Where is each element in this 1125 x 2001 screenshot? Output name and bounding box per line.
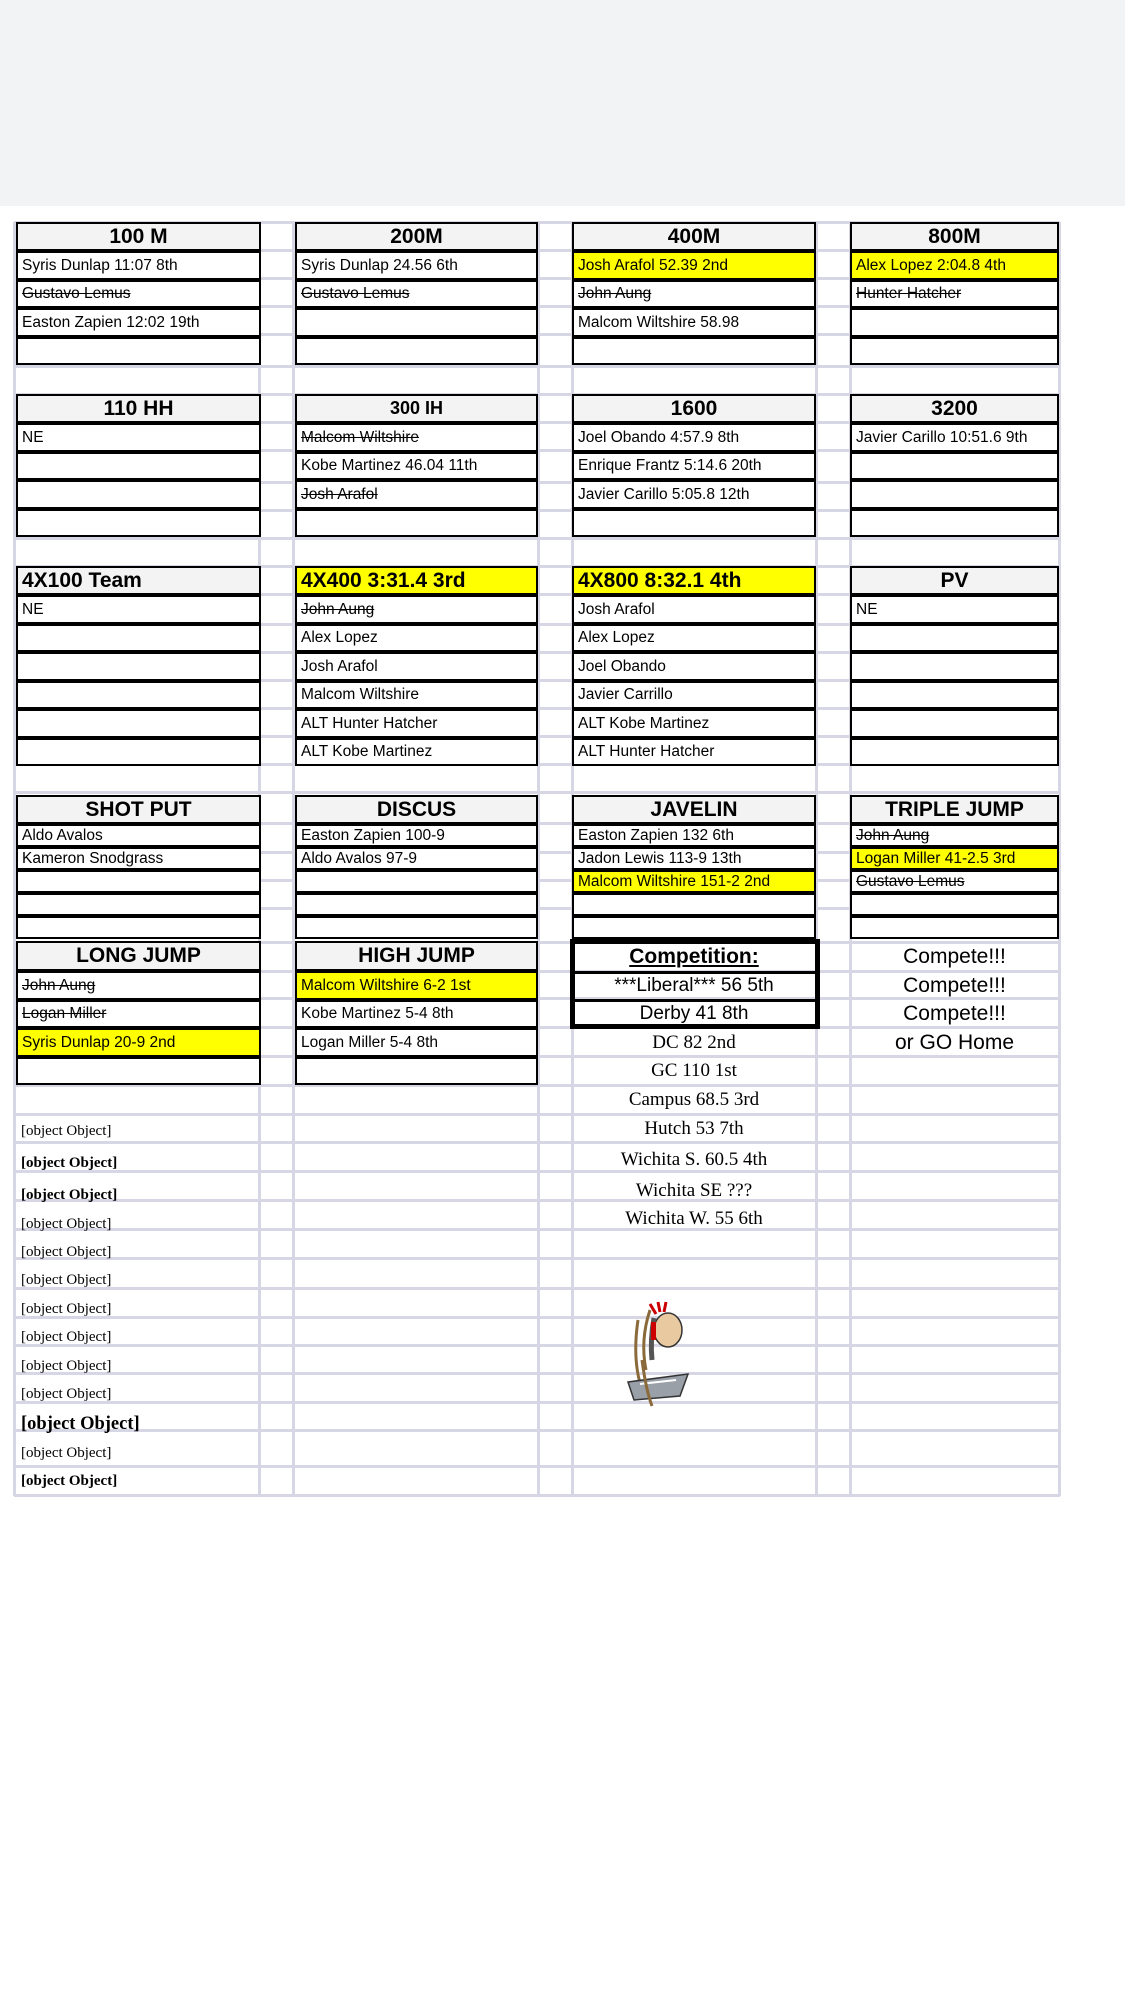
ejavelin-entry: Jadon Lewis 113-9 13th xyxy=(572,847,816,870)
e4x800-entry: Alex Lopez xyxy=(572,624,816,652)
competition-team: Wichita S. 60.5 4th xyxy=(620,1149,768,1170)
elong-entry: Syris Dunlap 20-9 2nd xyxy=(16,1028,261,1057)
compete-line: Compete!!! xyxy=(903,973,1006,997)
e4x100-entry xyxy=(16,681,261,709)
ehigh-header: HIGH JUMP xyxy=(295,941,538,971)
e4x800-entry: Javier Carrillo xyxy=(572,681,816,709)
instruction-note: [object Object] xyxy=(21,1300,112,1317)
e400-entry: Malcom Wiltshire 58.98 xyxy=(572,308,816,337)
e110hh-header: 110 HH xyxy=(16,394,261,423)
e4x400-header: 4X400 3:31.4 3rd xyxy=(295,566,538,595)
e300ih-entry: Kobe Martinez 46.04 11th xyxy=(295,452,538,480)
e1600-entry: Enrique Frantz 5:14.6 20th xyxy=(572,452,816,480)
epv-entry: NE xyxy=(850,595,1059,624)
instruction-note: [object Object] xyxy=(21,1329,112,1345)
competition-team: Wichita W. 55 6th xyxy=(625,1208,763,1229)
competition-team: Wichita SE ??? xyxy=(635,1180,753,1201)
epv-entry xyxy=(850,681,1059,709)
e100-header: 100 M xyxy=(16,222,261,251)
e3200-entry: Javier Carillo 10:51.6 9th xyxy=(850,423,1059,452)
competition-team: ***Liberal*** 56 5th xyxy=(614,975,774,996)
competition-divider xyxy=(570,999,820,1002)
e3200-header: 3200 xyxy=(850,394,1059,423)
e3200-entry xyxy=(850,480,1059,509)
e3200-entry xyxy=(850,509,1059,537)
ehigh-entry xyxy=(295,1057,538,1085)
e110hh-entry: NE xyxy=(16,423,261,452)
e400-entry: John Aung xyxy=(572,280,816,308)
e800-entry xyxy=(850,337,1059,365)
e4x400-entry: Malcom Wiltshire xyxy=(295,681,538,709)
e100-entry xyxy=(16,337,261,365)
e4x800-entry: Joel Obando xyxy=(572,652,816,681)
instruction-note: [object Object] xyxy=(21,1357,112,1374)
e4x800-entry: Josh Arafol xyxy=(572,595,816,624)
competition-divider xyxy=(570,971,820,974)
e300ih-entry: Malcom Wiltshire xyxy=(295,423,538,452)
ehigh-entry: Malcom Wiltshire 6-2 1st xyxy=(295,971,538,1000)
epv-entry xyxy=(850,738,1059,766)
competition-team: Hutch 53 7th xyxy=(644,1117,744,1139)
compete-line: Compete!!! xyxy=(903,944,1006,968)
eshot-entry: Kameron Snodgrass xyxy=(16,847,261,870)
e400-entry: Josh Arafol 52.39 2nd xyxy=(572,251,816,280)
eshot-entry xyxy=(16,916,261,939)
ediscus-entry xyxy=(295,870,538,893)
e110hh-entry xyxy=(16,480,261,509)
e800-entry: Hunter Hatcher xyxy=(850,280,1059,308)
e4x100-entry xyxy=(16,709,261,738)
e1600-entry xyxy=(572,509,816,537)
e4x800-entry: ALT Kobe Martinez xyxy=(572,709,816,738)
e300ih-entry xyxy=(295,509,538,537)
epv-entry xyxy=(850,624,1059,652)
e200-entry xyxy=(295,308,538,337)
competition-team: Derby 41 8th xyxy=(639,1003,749,1024)
e800-header: 800M xyxy=(850,222,1059,251)
e200-entry xyxy=(295,337,538,365)
e4x100-header: 4X100 Team xyxy=(16,566,261,595)
elong-header: LONG JUMP xyxy=(16,941,261,971)
e4x400-entry: Alex Lopez xyxy=(295,624,538,652)
elong-entry: Logan Miller xyxy=(16,1000,261,1028)
mascot-logo xyxy=(620,1300,696,1410)
e4x400-entry: ALT Kobe Martinez xyxy=(295,738,538,766)
instruction-note: [object Object] xyxy=(21,1243,112,1260)
e4x100-entry xyxy=(16,624,261,652)
e400-header: 400M xyxy=(572,222,816,251)
etriple-entry: John Aung xyxy=(850,824,1059,847)
epv-entry xyxy=(850,652,1059,681)
e110hh-entry xyxy=(16,452,261,480)
e4x400-entry: Josh Arafol xyxy=(295,652,538,681)
instruction-note: [object Object] xyxy=(21,1473,118,1489)
competition-team: GC 110 1st xyxy=(651,1060,737,1081)
e3200-entry xyxy=(850,452,1059,480)
e1600-entry: Javier Carillo 5:05.8 12th xyxy=(572,480,816,509)
competition-team: DC 82 2nd xyxy=(652,1031,736,1053)
instruction-note: [object Object] xyxy=(21,1215,112,1232)
e800-entry: Alex Lopez 2:04.8 4th xyxy=(850,251,1059,280)
e300ih-entry: Josh Arafol xyxy=(295,480,538,509)
ejavelin-entry: Malcom Wiltshire 151-2 2nd xyxy=(572,870,816,893)
e4x400-entry: ALT Hunter Hatcher xyxy=(295,709,538,738)
elong-entry xyxy=(16,1057,261,1085)
ejavelin-header: JAVELIN xyxy=(572,795,816,824)
e4x100-entry xyxy=(16,652,261,681)
e1600-header: 1600 xyxy=(572,394,816,423)
eshot-entry: Aldo Avalos xyxy=(16,824,261,847)
ehigh-entry: Kobe Martinez 5-4 8th xyxy=(295,1000,538,1028)
instruction-note: [object Object] xyxy=(21,1386,112,1402)
epv-header: PV xyxy=(850,566,1059,595)
e1600-entry: Joel Obando 4:57.9 8th xyxy=(572,423,816,452)
e4x800-header: 4X800 8:32.1 4th xyxy=(572,566,816,595)
instruction-note: [object Object] xyxy=(21,1154,118,1171)
e400-entry xyxy=(572,337,816,365)
etriple-entry: Logan Miller 41-2.5 3rd xyxy=(850,847,1059,870)
e4x100-entry: NE xyxy=(16,595,261,624)
e110hh-entry xyxy=(16,509,261,537)
ediscus-entry: Easton Zapien 100-9 xyxy=(295,824,538,847)
instruction-note: [object Object] xyxy=(21,1444,112,1461)
competition-team: Campus 68.5 3rd xyxy=(628,1088,760,1110)
etriple-entry xyxy=(850,916,1059,939)
instruction-note: [object Object] xyxy=(21,1186,118,1203)
ediscus-entry xyxy=(295,893,538,916)
etriple-entry xyxy=(850,893,1059,916)
eshot-entry xyxy=(16,870,261,893)
compete-line: or GO Home xyxy=(894,1031,1015,1054)
e200-header: 200M xyxy=(295,222,538,251)
ediscus-header: DISCUS xyxy=(295,795,538,824)
e4x800-entry: ALT Hunter Hatcher xyxy=(572,738,816,766)
e200-entry: Gustavo Lemus xyxy=(295,280,538,308)
ehigh-entry: Logan Miller 5-4 8th xyxy=(295,1028,538,1057)
ejavelin-entry xyxy=(572,916,816,939)
e100-entry: Gustavo Lemus xyxy=(16,280,261,308)
e200-entry: Syris Dunlap 24.56 6th xyxy=(295,251,538,280)
e4x400-entry: John Aung xyxy=(295,595,538,624)
compete-line: Compete!!! xyxy=(903,1001,1006,1025)
ediscus-entry: Aldo Avalos 97-9 xyxy=(295,847,538,870)
e800-entry xyxy=(850,308,1059,337)
eshot-header: SHOT PUT xyxy=(16,795,261,824)
competition-title: Competition: xyxy=(629,945,759,968)
instruction-note: [object Object] xyxy=(21,1122,112,1139)
e300ih-header: 300 IH xyxy=(295,394,538,423)
e100-entry: Easton Zapien 12:02 19th xyxy=(16,308,261,337)
etriple-entry: Gustavo Lemus xyxy=(850,870,1059,893)
ejavelin-entry xyxy=(572,893,816,916)
e4x100-entry xyxy=(16,738,261,766)
epv-entry xyxy=(850,709,1059,738)
eshot-entry xyxy=(16,893,261,916)
instruction-note: [object Object] xyxy=(21,1413,140,1434)
etriple-header: TRIPLE JUMP xyxy=(850,795,1059,824)
elong-entry: John Aung xyxy=(16,971,261,1000)
ejavelin-entry: Easton Zapien 132 6th xyxy=(572,824,816,847)
e100-entry: Syris Dunlap 11:07 8th xyxy=(16,251,261,280)
instruction-note: [object Object] xyxy=(21,1272,112,1288)
ediscus-entry xyxy=(295,916,538,939)
native-chief-head-icon xyxy=(620,1300,696,1410)
